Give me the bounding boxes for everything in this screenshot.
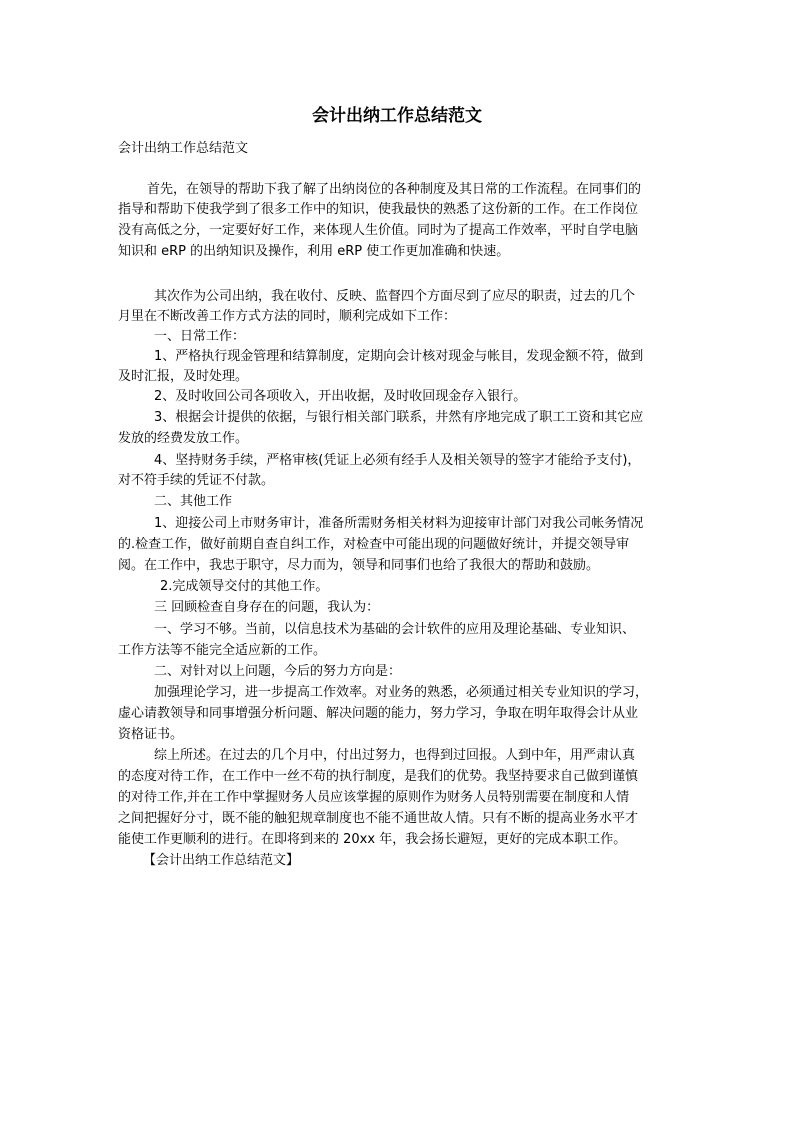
body-line: 阅。在工作中，我忠于职守，尽力而为，领导和同事们也给了我很大的帮助和鼓励。 <box>118 558 600 573</box>
body-line: 知识和 eRP 的出纳知识及操作，利用 eRP 使工作更加准确和快速。 <box>118 244 510 259</box>
section-heading: 三 回顾检查自身存在的问题，我认为： <box>154 600 380 615</box>
body-line: 2、及时收回公司各项收入，开出收据，及时收回现金存入银行。 <box>154 389 527 404</box>
body-line: 指导和帮助下使我学到了很多工作中的知识，使我最快的熟悉了这份新的工作。在工作岗位 <box>118 202 639 217</box>
body-line: 1、严格执行现金管理和结算制度，定期向会计核对现金与帐目，发现金额不符，做到 <box>154 349 644 364</box>
body-line: 加强理论学习，进一步提高工作效率。对业务的熟悉，必须通过相关专业知识的学习， <box>154 685 649 700</box>
body-line: 的态度对待工作，在工作中一丝不苟的执行制度，是我们的优势。我坚持要求自己做到谨慎 <box>118 769 639 784</box>
body-line: 的对待工作,并在工作中掌握财务人员应该掌握的原则作为财务人员特别需要在制度和人情 <box>118 790 630 805</box>
body-line: 3、根据会计提供的依据，与银行相关部门联系，井然有序地完成了职工工资和其它应 <box>154 410 644 425</box>
body-line: 虚心请教领导和同事增强分析问题、解决问题的能力，努力学习，争取在明年取得会计从业 <box>118 706 639 721</box>
body-line: 的.检查工作，做好前期自查自纠工作，对检查中可能出现的问题做好统计，并提交领导审 <box>118 537 630 552</box>
body-line: 1、迎接公司上市财务审计，准备所需财务相关材料为迎接审计部门对我公司帐务情况 <box>154 516 644 531</box>
body-line: 发放的经费发放工作。 <box>118 431 249 446</box>
page-title: 会计出纳工作总结范文 <box>312 106 482 126</box>
body-line: 月里在不断改善工作方式方法的同时，顺利完成如下工作： <box>118 309 457 324</box>
document-subtitle: 会计出纳工作总结范文 <box>118 141 249 156</box>
body-line: 4、坚持财务手续，严格审核(凭证上必须有经手人及相关领导的签字才能给予支付)， <box>154 453 641 468</box>
body-line: 之间把握好分寸，既不能的触犯规章制度也不能不通世故人情。只有不断的提高业务水平才 <box>118 811 639 826</box>
body-line: 对不符手续的凭证不付款。 <box>118 473 275 488</box>
body-line: 首先，在领导的帮助下我了解了出纳岗位的各种制度及其日常的工作流程。在同事们的 <box>147 182 642 197</box>
closing-line: 【会计出纳工作总结范文】 <box>143 853 300 868</box>
body-line: 没有高低之分，一定要好好工作，来体现人生价值。同时为了提高工作效率，平时自学电脑 <box>118 223 639 238</box>
body-line: 2.完成领导交付的其他工作。 <box>160 579 329 594</box>
body-line: 能使工作更顺利的进行。在即将到来的 20xx 年，我会扬长避短，更好的完成本职工作。 <box>118 832 627 847</box>
section-heading: 二、其他工作 <box>154 494 233 509</box>
body-line: 一、学习不够。当前，以信息技术为基础的会计软件的应用及理论基础、专业知识、 <box>154 622 636 637</box>
body-line: 资格证书。 <box>118 727 184 742</box>
section-heading: 一、日常工作： <box>154 329 246 344</box>
section-heading: 二、对针对以上问题，今后的努力方向是： <box>154 664 402 679</box>
body-line: 及时汇报，及时处理。 <box>118 369 249 384</box>
body-line: 综上所述。在过去的几个月中，付出过努力，也得到过回报。人到中年，用严肃认真 <box>154 748 636 763</box>
body-line: 其次作为公司出纳，我在收付、反映、监督四个方面尽到了应尽的职责，过去的几个 <box>154 289 636 304</box>
body-line: 工作方法等不能完全适应新的工作。 <box>118 643 327 658</box>
